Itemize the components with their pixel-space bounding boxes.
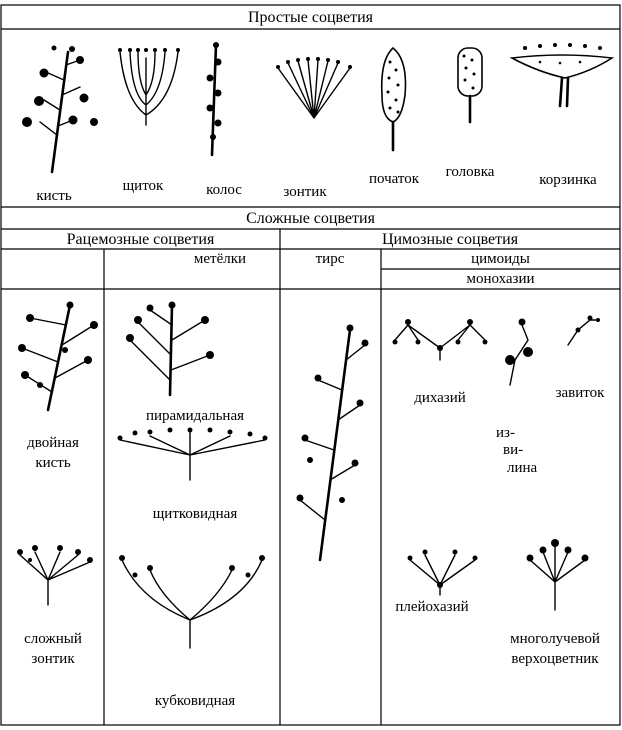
simple-inflorescences-header: Простые соцветия bbox=[247, 9, 374, 26]
cymose-header: Цимозные соцветия bbox=[381, 231, 519, 248]
panicles-header: метёлки bbox=[193, 251, 247, 267]
label-double-raceme-1: двойная bbox=[27, 435, 79, 451]
label-spike: колос bbox=[206, 182, 242, 198]
helicoid-drawing bbox=[505, 319, 533, 386]
scorpioid-drawing bbox=[568, 316, 600, 346]
corymbose-panicle-drawing bbox=[118, 428, 268, 481]
label-head: головка bbox=[445, 164, 495, 180]
label-basket: корзинка bbox=[539, 172, 597, 188]
double-raceme-drawing bbox=[18, 302, 98, 411]
compound-umbel-drawing bbox=[17, 545, 93, 605]
label-scorpioid: завиток bbox=[555, 385, 605, 401]
label-helicoid-2: ви- bbox=[503, 442, 524, 458]
label-multiray-2: верхоцветник bbox=[511, 651, 599, 667]
dichasium-drawing bbox=[393, 319, 488, 360]
label-pyramidal: пирамидальная bbox=[145, 408, 245, 424]
label-double-raceme-2: кисть bbox=[35, 455, 71, 471]
thyrse-header: тирс bbox=[315, 251, 345, 267]
label-pleiochasium: плейохазий bbox=[395, 599, 469, 615]
label-spadix: початок bbox=[368, 171, 420, 187]
label-dichasium: дихазий bbox=[414, 390, 466, 406]
label-helicoid-3: лина bbox=[507, 460, 538, 476]
complex-inflorescences-header: Сложные соцветия bbox=[246, 210, 375, 227]
label-corymb: щиток bbox=[122, 178, 164, 194]
thyrse-drawing bbox=[297, 325, 369, 561]
multiray-drawing bbox=[527, 539, 589, 610]
cupshaped-panicle-drawing bbox=[119, 555, 265, 648]
label-helicoid-1: из- bbox=[496, 425, 515, 441]
label-cupshaped: кубковидная bbox=[154, 693, 236, 709]
label-umbel: зонтик bbox=[283, 184, 327, 200]
racemose-header: Рацемозные соцветия bbox=[66, 231, 215, 248]
label-raceme: кисть bbox=[36, 188, 72, 204]
label-multiray-1: многолучевой bbox=[510, 631, 600, 647]
label-compound-umbel-2: зонтик bbox=[31, 651, 75, 667]
pleiochasium-drawing bbox=[408, 550, 478, 596]
pyramidal-panicle-drawing bbox=[126, 302, 214, 396]
label-corymbose: щитковидная bbox=[152, 506, 238, 522]
label-compound-umbel-1: сложный bbox=[24, 631, 82, 647]
monochasia-header: монохазии bbox=[466, 271, 535, 287]
cymoids-header: цимоиды bbox=[471, 251, 530, 267]
